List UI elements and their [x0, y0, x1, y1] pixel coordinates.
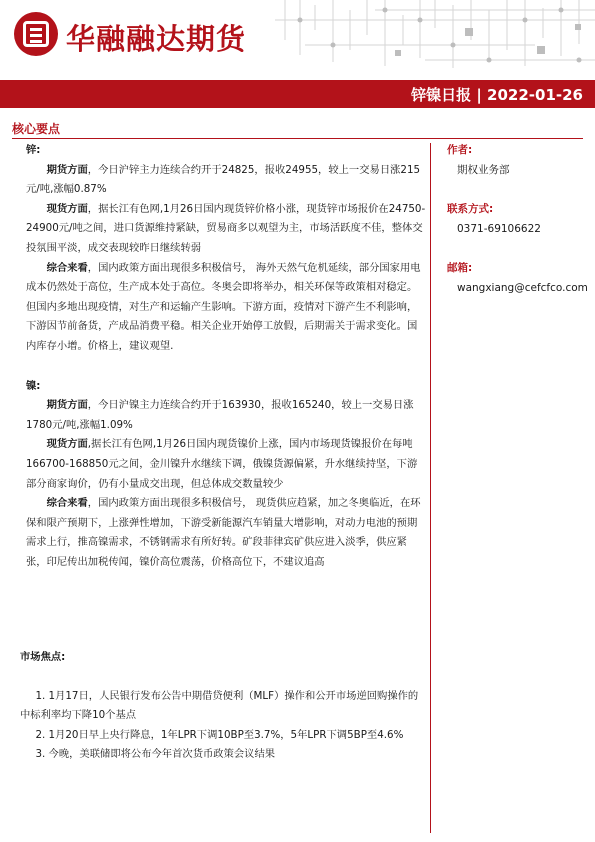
contact-value: 0371-69106622 [457, 223, 541, 235]
author-label: 作者: [447, 144, 473, 156]
report-title: 锌镍日报 | 2022-01-26 [411, 86, 583, 104]
zinc-summary-paragraph [26, 259, 426, 357]
zinc-spot-text: ，据长江有色网,1月26日国内现货锌价格小涨，现货锌市场报价在24750-24900元/吨之间，进口货源维持紧缺，贸易商多以观望为主，市场活跃度不佳，整体交投氛围平淡，成交表现较昨日继续转弱 [26, 202, 426, 254]
market-focus [20, 648, 425, 765]
nickel-summary-paragraph [26, 494, 426, 572]
market-focus-item: 2. 1月20日早上央行降息，1年LPR下调10BP至3.7%，5年LPR下调5BP至4.6% [35, 728, 404, 741]
author-sidebar [447, 140, 587, 298]
market-focus-item: 3. 今晚，美联储即将公布今年首次货币政策会议结果 [35, 748, 276, 761]
nickel-spot-paragraph [26, 435, 426, 494]
nickel-summary-text: ，国内政策方面出现很多积极信号， 现货供应趋紧，加之冬奥临近，在环保和限产预期下，上涨弹性增加，下游受新能源汽车销量大增影响，对动力电池的预期需求上行，推高镍需求，不锈钢需求有所好转。矿段菲律宾矿供应进入淡季，供应紧张，印尼传出加税传闻，镍价高位震荡，价格高位下，不建议追高 [26, 497, 421, 568]
zinc-futures-paragraph [26, 161, 426, 200]
zinc-futures-label: 期货方面 [46, 163, 88, 176]
market-focus-heading: 市场焦点: [20, 651, 66, 663]
section-divider-top [12, 138, 583, 139]
company-logo-icon [14, 12, 58, 56]
nickel-spot-label: 现货方面 [46, 438, 88, 451]
header-decorative-pattern [275, 0, 595, 72]
company-name: 华融融达期货 [66, 22, 247, 56]
nickel-futures-text: ，今日沪镍主力连续合约开于163930，报收165240，较上一交易日涨1780元/吨,涨幅1.09% [26, 399, 414, 431]
market-focus-item: 1. 1月17日，人民银行发布公告中期借贷便利（MLF）操作和公开市场逆回购操作的中标利率均下降10个基点 [20, 689, 419, 722]
nickel-summary-label: 综合来看 [46, 497, 88, 510]
report-header [0, 0, 595, 80]
zinc-spot-paragraph [26, 200, 426, 259]
email-value[interactable]: wangxiang@cefcfco.com [457, 282, 588, 294]
contact-label: 联系方式: [447, 203, 494, 215]
main-content [26, 140, 426, 572]
nickel-futures-label: 期货方面 [46, 399, 88, 412]
zinc-spot-label: 现货方面 [46, 202, 88, 215]
nickel-spot-text: ,据长江有色网,1月26日国内现货镍价上涨，国内市场现货镍报价在每吨166700-168850元之间，金川镍升水继续下调，俄镍货源偏紧，升水继续持坚，下游部分商家询价，仍有小量成交出现，但总体成交数量较少 [26, 438, 418, 490]
zinc-futures-text: ，今日沪锌主力连续合约开于24825，报收24955，较上一交易日涨215元/吨,涨幅0.87% [26, 163, 421, 196]
author-value: 期权业务部 [457, 164, 510, 176]
section-title: 核心要点 [12, 122, 61, 136]
zinc-heading: 锌: [26, 144, 41, 156]
column-divider [430, 143, 431, 833]
report-title-bar [0, 80, 595, 108]
zinc-summary-text: ，国内政策方面出现很多积极信号， 海外天然气危机延续，部分国家用电成本仍然处于高位，生产成本处于高位。冬奥会即将举办，相关环保等政策相对稳定。但国内多地出现疫情，对生产和运输产生影响。下游方面，疫情对下游产生不利影响，下游因节前备货，产成品消费平稳。相关企业开始停工放假，后期需关于需求变化。国内库存小增。价格上，建议观望. [26, 261, 421, 352]
nickel-futures-paragraph [26, 396, 426, 435]
zinc-summary-label: 综合来看 [46, 261, 88, 274]
nickel-heading: 镍: [26, 379, 41, 392]
email-label: 邮箱: [447, 262, 473, 274]
